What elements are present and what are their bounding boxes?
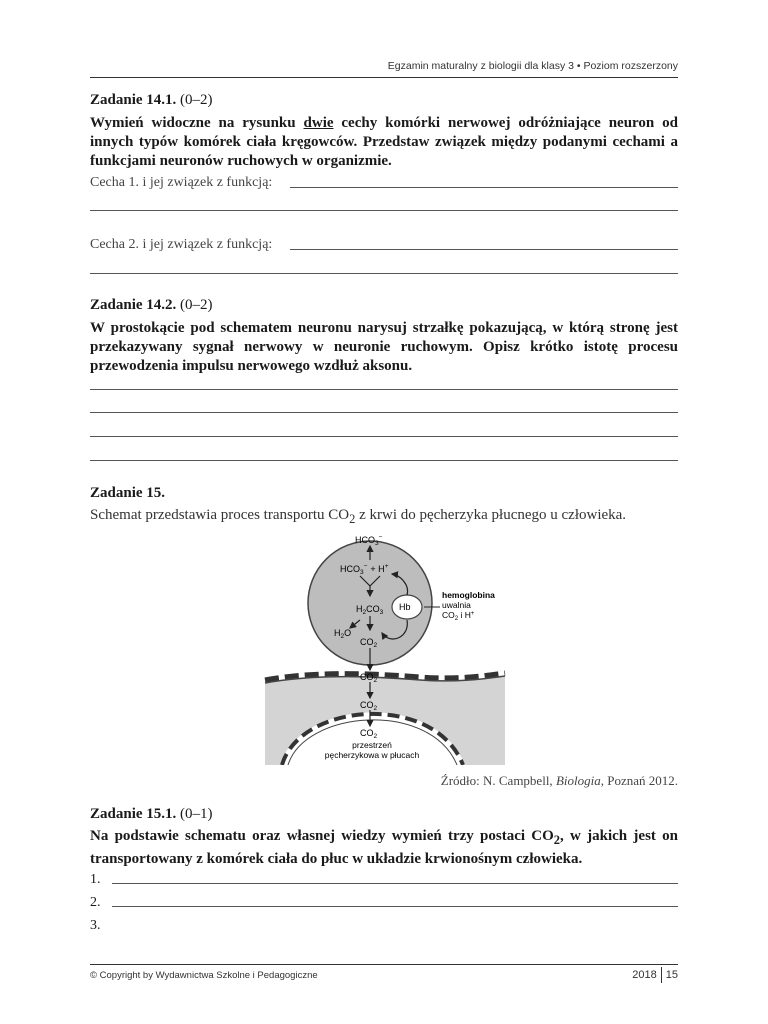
subscript: 2 [349,512,356,526]
header-rule [90,77,678,78]
answer-line[interactable] [90,389,678,390]
citation-text: Źródło: N. Campbell, [440,773,556,788]
task-title-text: Zadanie 15.1. [90,806,177,822]
question-text: , w jakich jest on transportowany z komórek ciała do płuc w układzie krwionośnym człowieka. [90,828,679,867]
source-citation [441,773,678,789]
question-text: cechy komórki nerwowej odróżniające neuron od innych typów komórek ciała kręgowców. Przedstaw związek między podanymi cechami a funkcjami neuronów ruchowych w organizmie. [90,115,678,169]
answer-line[interactable] [90,436,678,437]
footer-year: 2018 [632,968,657,981]
task-points: (0–2) [180,297,213,313]
hco3-inside-label: $HCO_3^- + H^+$ [340,563,389,576]
answer-line[interactable] [90,273,678,274]
co2-label: $CO_2$ [360,728,378,740]
answer-line[interactable] [290,249,678,250]
task-14-1-question [90,114,678,171]
hb-note-line-3: $CO_2$ i H+ [442,610,475,622]
answer-line[interactable] [90,412,678,413]
subscript: 2 [553,833,561,847]
hb-note-line-1: hemoglobina [442,590,495,600]
running-header: Egzamin maturalny z biologii dla klasy 3 • Poziom rozszerzony [387,60,678,72]
answer-number: 1. [90,872,101,887]
carbonic-acid-label: $H_2CO_3$ [356,604,384,616]
water-label: $H_2O$ [334,628,352,640]
answer-line[interactable] [90,210,678,211]
feature-2-label: Cecha 2. i jej związek z funkcją: [90,237,273,252]
answer-line[interactable] [112,883,678,884]
task-14-1-title [90,92,213,109]
citation-title: Biologia [555,773,601,788]
intro-text: Schemat przedstawia proces transportu CO [90,507,350,523]
task-15-intro [90,507,626,527]
answer-line[interactable] [112,906,678,907]
page-number: 15 [665,968,678,981]
hb-label: Hb [399,602,411,612]
answer-number: 2. [90,895,101,910]
hb-note-line-2: uwalnia [442,600,471,610]
answer-number: 3. [90,918,101,933]
task-14-2-question: W prostokącie pod schematem neuronu narysuj strzałkę pokazującą, w którą stronę jest przekazywany sygnał nerwowy w neuronie ruchowym. Opisz krótko istotę procesu przewodzenia impulsu nerwowego wzdłuż aksonu. [90,320,678,374]
task-title-text: Zadanie 14.2. [90,297,177,313]
question-text: Na podstawie schematu oraz własnej wiedzy wymień trzy postaci CO [90,828,554,844]
feature-1-label: Cecha 1. i jej związek z funkcją: [90,175,273,190]
intro-text: z krwi do pęcherzyka płucnego u człowieka. [355,507,627,523]
task-15-title: Zadanie 15. [90,485,166,501]
co2-transport-diagram [260,530,510,765]
underlined-word: dwie [303,115,334,131]
hco3-outside-label: $HCO_3^-$ [355,534,383,547]
task-points: (0–1) [180,806,213,822]
answer-line[interactable] [90,460,678,461]
task-15-1-title [90,806,213,823]
question-text: Wymień widoczne na rysunku [90,115,304,131]
co2-label: $CO_2$ [360,637,378,649]
task-points: (0–2) [180,92,213,108]
citation-text: , Poznań 2012. [600,773,678,788]
answer-line[interactable] [290,187,678,188]
alveolus-label-2: pęcherzykowa w płucach [324,750,420,760]
footer-rule [90,964,678,965]
copyright: © Copyright by Wydawnictwa Szkolne i Pedagogiczne [90,970,318,981]
footer-separator [661,967,662,983]
task-14-2-title [90,297,213,314]
co2-label: $CO_2$ [360,700,378,712]
alveolus-label-1: przestrzeń [352,740,392,750]
task-title-text: Zadanie 14.1. [90,92,177,108]
co2-label: $CO_2$ [360,672,378,684]
page-footer [632,967,678,983]
task-15-1-question [90,827,678,869]
